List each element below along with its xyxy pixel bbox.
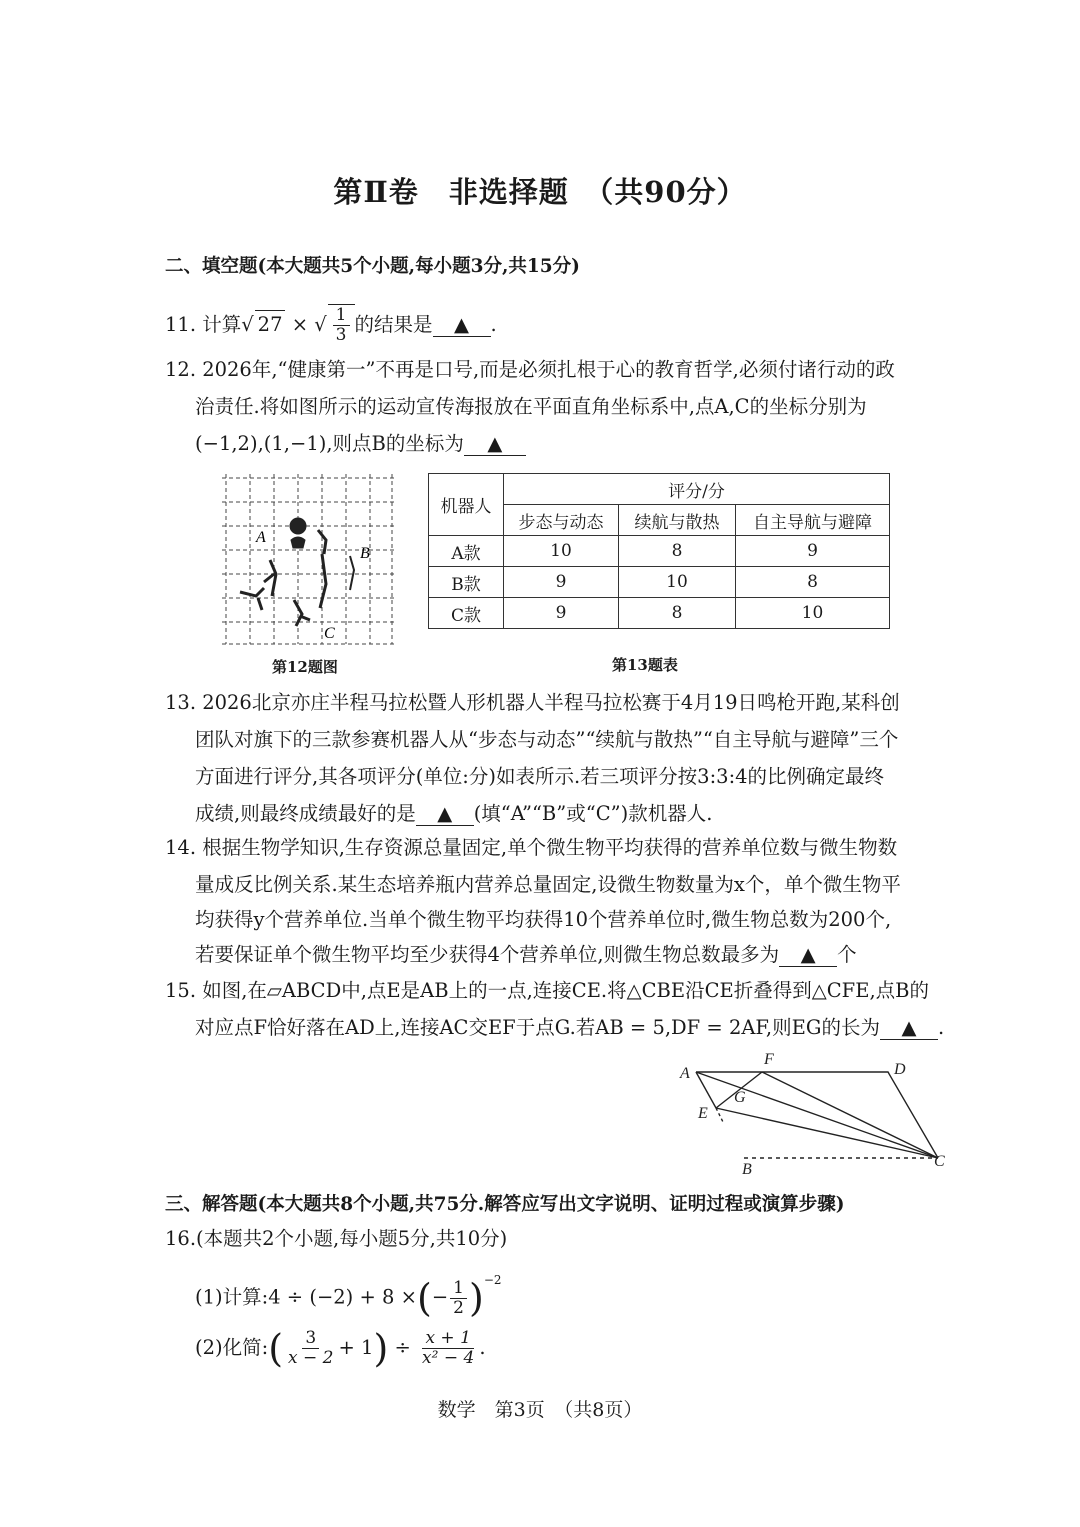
q12-answer-blank[interactable]: ▲ <box>464 433 526 456</box>
q14-line-4: 若要保证单个微生物平均至少获得4个营养单位,则微生物总数最多为 ▲ 个 <box>195 943 857 966</box>
table-col-2: 续航与散热 <box>619 505 736 536</box>
q12-label-a: A <box>256 529 266 546</box>
section-heading-solutions: 三、解答题(本大题共8个小题,共75分.解答应写出文字说明、证明过程或演算步骤) <box>165 1194 845 1215</box>
q12-label-b: B <box>360 545 370 562</box>
q16-part-2: (2)化简:( $\frac{3}{x - 2}$ + 1) ÷ $\frac{x + 1}{\text{x² − 4}}$ . <box>195 1326 486 1371</box>
q12-line-1: 12. 2026年,“健康第一”不再是口号,而是必须扎根于心的教育哲学,必须付诸行动的政 <box>165 358 895 381</box>
q16-intro: 16.(本题共2个小题,每小题5分,共10分) <box>165 1227 508 1250</box>
q15-label-d: D <box>894 1061 906 1078</box>
q15-label-g: G <box>734 1089 746 1106</box>
q14-line-3: 均获得y个营养单位.当单个微生物平均获得10个营养单位时,微生物总数为200个, <box>195 908 892 931</box>
q11-fraction: $\frac{1}{3}$ <box>333 306 350 345</box>
q15-answer-blank[interactable]: ▲ <box>880 1017 938 1040</box>
q12-figure-caption: 第12题图 <box>272 658 338 676</box>
q15-label-f: F <box>764 1051 774 1068</box>
q15-label-a: A <box>680 1065 690 1082</box>
q14-answer-blank[interactable]: ▲ <box>779 944 837 967</box>
table-row: C款 9 8 10 <box>429 598 890 629</box>
table-col-1: 步态与动态 <box>504 505 619 536</box>
q11-radicand: 27 <box>255 310 286 339</box>
q15-label-b: B <box>742 1161 752 1178</box>
table-header-score: 评分/分 <box>504 474 890 505</box>
page-title: 第Ⅱ卷 非选择题 （共90分） <box>333 175 747 209</box>
section-heading-fill-blank: 二、填空题(本大题共5个小题,每小题3分,共15分) <box>165 256 580 277</box>
q13-answer-blank[interactable]: ▲ <box>416 803 474 826</box>
q15-line-1: 15. 如图,在▱ABCD中,点E是AB上的一点,连接CE.将△CBE沿CE折叠得到△CFE,点B的 <box>165 979 929 1002</box>
q12-line-2: 治责任.将如图所示的运动宣传海报放在平面直角坐标系中,点A,C的坐标分别为 <box>195 395 867 418</box>
q11-answer-blank[interactable]: ▲ <box>433 314 491 337</box>
q11-prefix: 11. 计算 <box>165 313 242 336</box>
q11-times: × <box>291 313 309 336</box>
q13-score-table <box>428 473 890 629</box>
page-footer: 数学 第3页 （共8页） <box>437 1399 643 1421</box>
q12-poster-grid-figure <box>218 470 398 650</box>
q12-label-c: C <box>324 625 335 642</box>
q16-part-1: (1)计算:4 ÷ (−2) + 8 ×(− $\frac{1}{2}$ )$^{-2}$ <box>195 1273 502 1320</box>
table-row: A款 10 8 9 <box>429 536 890 567</box>
q15-line-2: 对应点F恰好落在AD上,连接AC交EF于点G.若AB = 5,DF = 2AF,则EG的长为 ▲ . <box>195 1016 945 1039</box>
q15-label-e: E <box>698 1105 708 1122</box>
q11-suffix: 的结果是 <box>354 313 433 336</box>
q15-parallelogram-figure <box>676 1048 956 1178</box>
q13-line-4: 成绩,则最终成绩最好的是 ▲ (填“A”“B”或“C”)款机器人. <box>195 802 713 825</box>
q13-table-caption: 第13题表 <box>612 656 678 674</box>
table-header-robot: 机器人 <box>429 474 504 536</box>
q13-line-1: 13. 2026北京亦庄半程马拉松暨人形机器人半程马拉松赛于4月19日鸣枪开跑,某科创 <box>165 691 900 714</box>
q15-label-c: C <box>934 1153 945 1170</box>
q13-line-2: 团队对旗下的三款参赛机器人从“步态与动态”“续航与散热”“自主导航与避障”三个 <box>195 728 899 751</box>
q14-line-1: 14. 根据生物学知识,生存资源总量固定,单个微生物平均获得的营养单位数与微生物数 <box>165 836 898 859</box>
q13-line-3: 方面进行评分,其各项评分(单位:分)如表所示.若三项评分按3:3:4的比例确定最终 <box>195 765 885 788</box>
q12-line-3: (−1,2),(1,−1),则点B的坐标为 ▲ <box>195 430 526 458</box>
question-11: 11. 计算√ 27 × √ $\frac{1}{3}$ 的结果是 ▲ . <box>165 305 497 345</box>
table-row: B款 9 10 8 <box>429 567 890 598</box>
table-col-3: 自主导航与避障 <box>736 505 890 536</box>
q14-line-2: 量成反比例关系.某生态培养瓶内营养总量固定,设微生物数量为x个，单个微生物平 <box>195 873 901 896</box>
